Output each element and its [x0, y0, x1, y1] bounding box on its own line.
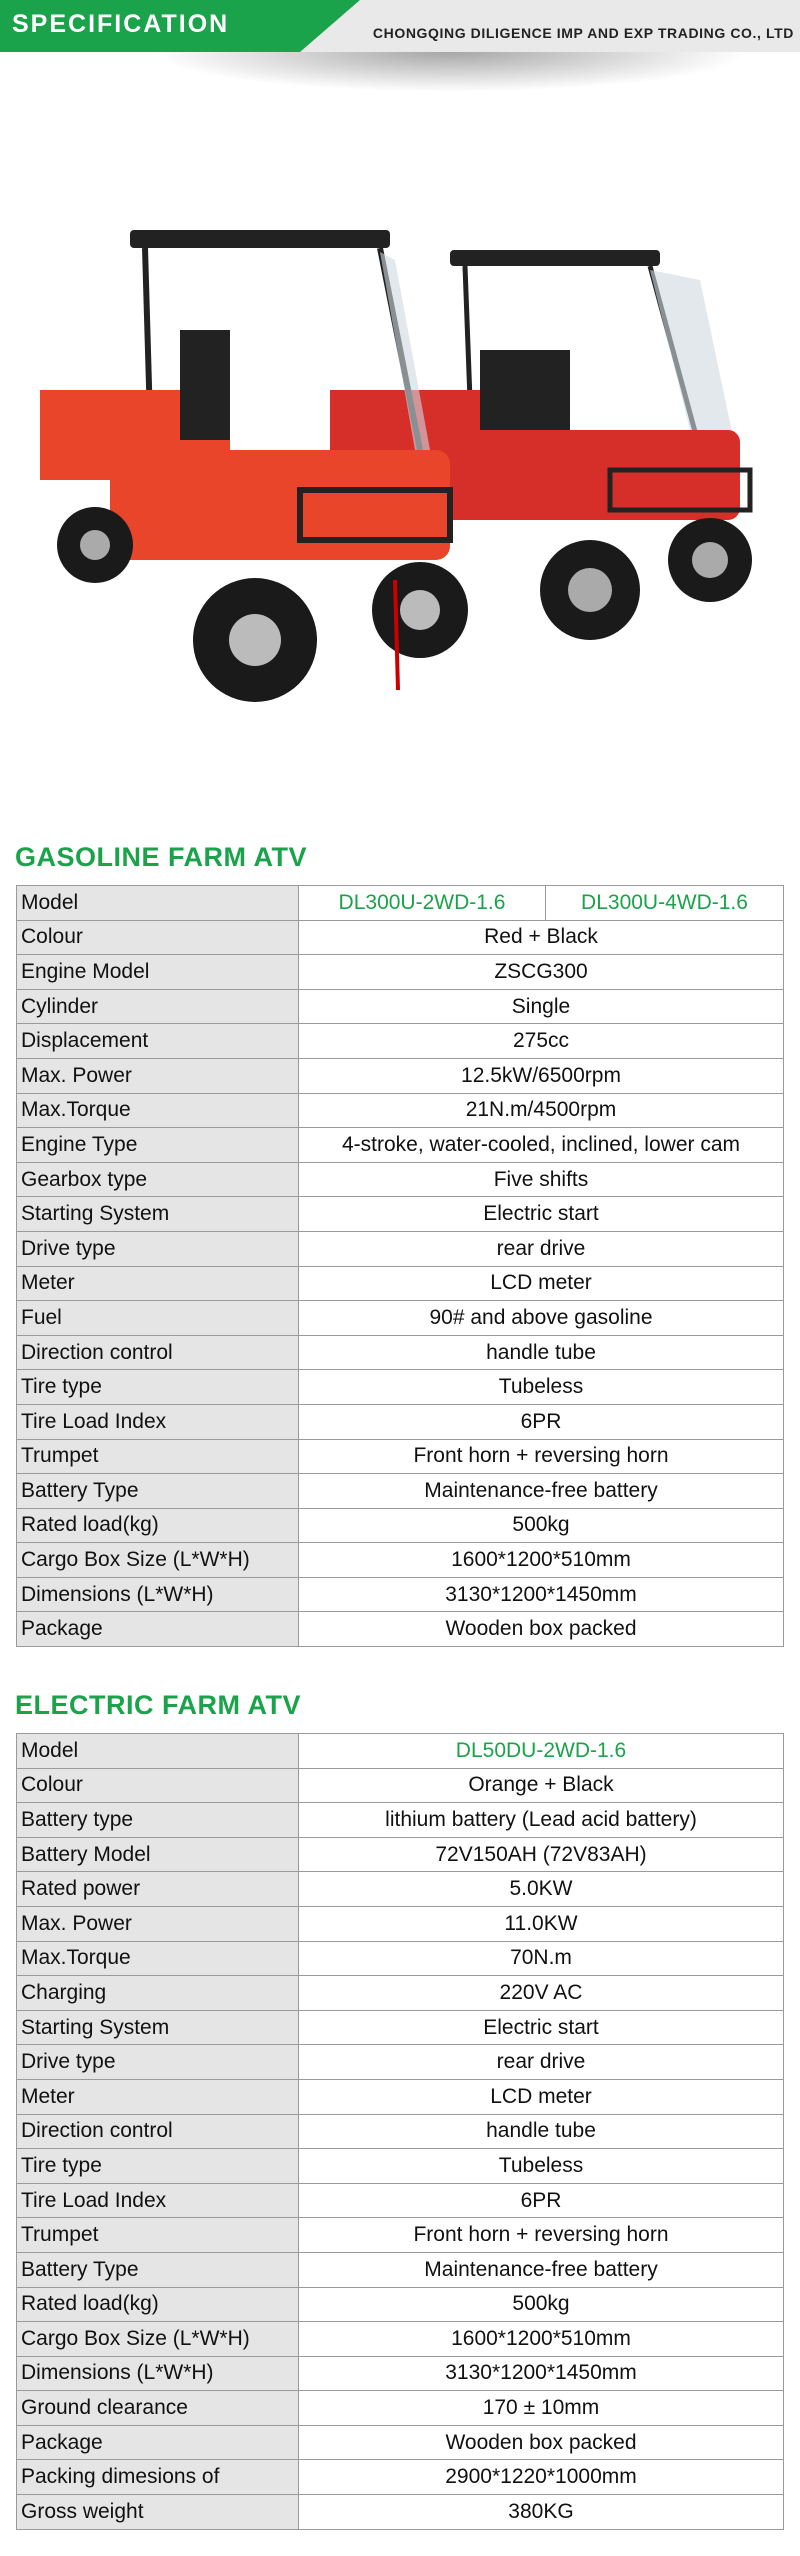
table-row [17, 2322, 784, 2357]
spec-label: Rated load(kg) [17, 1508, 299, 1543]
spec-value: Maintenance-free battery [299, 2252, 784, 2287]
table-row [17, 1370, 784, 1405]
spec-label: Tire Load Index [17, 1404, 299, 1439]
table-row [17, 886, 784, 921]
header-banner [0, 0, 800, 52]
table-row [17, 1941, 784, 1976]
banner-shadow [150, 52, 750, 92]
spec-value: 90# and above gasoline [299, 1301, 784, 1336]
spec-value: Front horn + reversing horn [299, 1439, 784, 1474]
table-row [17, 920, 784, 955]
table-row [17, 2218, 784, 2253]
table-row [17, 1439, 784, 1474]
spec-value: LCD meter [299, 2079, 784, 2114]
table-row [17, 2114, 784, 2149]
table-row [17, 1197, 784, 1232]
spec-value: Electric start [299, 1197, 784, 1232]
spec-label: Gearbox type [17, 1162, 299, 1197]
spec-value: 11.0KW [299, 1906, 784, 1941]
spec-label: Max.Torque [17, 1941, 299, 1976]
spec-label: Package [17, 2425, 299, 2460]
spec-label: Colour [17, 1768, 299, 1803]
spec-value: 12.5kW/6500rpm [299, 1058, 784, 1093]
orange-atv-illustration [40, 230, 468, 702]
spec-value: 70N.m [299, 1941, 784, 1976]
table-row [17, 1231, 784, 1266]
spec-value: Five shifts [299, 1162, 784, 1197]
spec-value: Electric start [299, 2010, 784, 2045]
spec-value: 220V AC [299, 1976, 784, 2011]
page-title: SPECIFICATION [12, 10, 230, 38]
table-row [17, 2079, 784, 2114]
spec-value: Orange + Black [299, 1768, 784, 1803]
spec-value: Single [299, 989, 784, 1024]
spec-value: rear drive [299, 1231, 784, 1266]
spec-value: 500kg [299, 2287, 784, 2322]
table-row [17, 2252, 784, 2287]
spec-label: Ground clearance [17, 2391, 299, 2426]
table-row [17, 2149, 784, 2184]
spec-label: Rated power [17, 1872, 299, 1907]
table-row [17, 1508, 784, 1543]
table-row [17, 1404, 784, 1439]
table-row [17, 1768, 784, 1803]
electric-section-title: ELECTRIC FARM ATV [15, 1690, 301, 1720]
spec-value: 5.0KW [299, 1872, 784, 1907]
spec-label: Dimensions (L*W*H) [17, 2356, 299, 2391]
electric-spec-table [16, 1733, 784, 2530]
spec-label: Battery Type [17, 2252, 299, 2287]
table-row [17, 2010, 784, 2045]
spec-value: Maintenance-free battery [299, 1474, 784, 1509]
table-row [17, 1474, 784, 1509]
table-row [17, 2356, 784, 2391]
spec-label: Engine Model [17, 955, 299, 990]
table-row [17, 1058, 784, 1093]
table-row [17, 1612, 784, 1647]
gasoline-spec-table [16, 885, 784, 1647]
spec-label: Meter [17, 2079, 299, 2114]
spec-label: Packing dimesions of [17, 2460, 299, 2495]
table-row [17, 1803, 784, 1838]
table-row [17, 1837, 784, 1872]
table-row [17, 1128, 784, 1163]
model-label: Model [17, 886, 299, 921]
table-row [17, 1162, 784, 1197]
spec-label: Dimensions (L*W*H) [17, 1577, 299, 1612]
spec-label: Trumpet [17, 2218, 299, 2253]
model-value-2wd: DL300U-2WD-1.6 [299, 886, 546, 921]
gasoline-section-title: GASOLINE FARM ATV [15, 842, 307, 872]
spec-value: 1600*1200*510mm [299, 1543, 784, 1578]
spec-label: Engine Type [17, 1128, 299, 1163]
table-row [17, 1301, 784, 1336]
spec-value: 6PR [299, 2183, 784, 2218]
table-row [17, 1093, 784, 1128]
table-row [17, 955, 784, 990]
spec-label: Meter [17, 1266, 299, 1301]
spec-value: 170 ± 10mm [299, 2391, 784, 2426]
spec-label: Max.Torque [17, 1093, 299, 1128]
table-row [17, 1872, 784, 1907]
table-row [17, 2425, 784, 2460]
spec-value: Tubeless [299, 1370, 784, 1405]
spec-value: ZSCG300 [299, 955, 784, 990]
table-row [17, 1543, 784, 1578]
table-row [17, 1577, 784, 1612]
table-row [17, 1024, 784, 1059]
spec-label: Colour [17, 920, 299, 955]
spec-label: Fuel [17, 1301, 299, 1336]
spec-value: 500kg [299, 1508, 784, 1543]
spec-value: rear drive [299, 2045, 784, 2080]
table-row [17, 1734, 784, 1769]
spec-value: Front horn + reversing horn [299, 2218, 784, 2253]
table-row [17, 1906, 784, 1941]
model-value-4wd: DL300U-4WD-1.6 [546, 886, 784, 921]
spec-label: Charging [17, 1976, 299, 2011]
spec-label: Drive type [17, 2045, 299, 2080]
spec-value: 6PR [299, 1404, 784, 1439]
spec-label: Cylinder [17, 989, 299, 1024]
product-image-farm-atvs [0, 200, 800, 740]
spec-label: Starting System [17, 2010, 299, 2045]
spec-label: Cargo Box Size (L*W*H) [17, 1543, 299, 1578]
spec-value: 72V150AH (72V83AH) [299, 1837, 784, 1872]
table-row [17, 1335, 784, 1370]
spec-value: 275cc [299, 1024, 784, 1059]
table-row [17, 1266, 784, 1301]
spec-value: Tubeless [299, 2149, 784, 2184]
spec-value: handle tube [299, 2114, 784, 2149]
spec-value: lithium battery (Lead acid battery) [299, 1803, 784, 1838]
spec-value: Wooden box packed [299, 2425, 784, 2460]
table-row [17, 2045, 784, 2080]
spec-label: Battery type [17, 1803, 299, 1838]
spec-label: Direction control [17, 2114, 299, 2149]
spec-value: 3130*1200*1450mm [299, 1577, 784, 1612]
spec-label: Starting System [17, 1197, 299, 1232]
table-row [17, 1976, 784, 2011]
spec-label: Max. Power [17, 1058, 299, 1093]
table-row [17, 2460, 784, 2495]
spec-value: 4-stroke, water-cooled, inclined, lower cam [299, 1128, 784, 1163]
spec-label: Displacement [17, 1024, 299, 1059]
spec-label: Direction control [17, 1335, 299, 1370]
spec-value: 21N.m/4500rpm [299, 1093, 784, 1128]
spec-value: Wooden box packed [299, 1612, 784, 1647]
spec-value: 2900*1220*1000mm [299, 2460, 784, 2495]
table-row [17, 989, 784, 1024]
spec-label: Trumpet [17, 1439, 299, 1474]
spec-value: 3130*1200*1450mm [299, 2356, 784, 2391]
model-value: DL50DU-2WD-1.6 [299, 1734, 784, 1769]
spec-label: Drive type [17, 1231, 299, 1266]
spec-value: LCD meter [299, 1266, 784, 1301]
spec-value: Red + Black [299, 920, 784, 955]
spec-label: Max. Power [17, 1906, 299, 1941]
spec-label: Battery Model [17, 1837, 299, 1872]
spec-label: Tire Load Index [17, 2183, 299, 2218]
table-row [17, 2287, 784, 2322]
spec-label: Gross weight [17, 2495, 299, 2530]
table-row [17, 2391, 784, 2426]
spec-value: handle tube [299, 1335, 784, 1370]
table-row [17, 2183, 784, 2218]
table-row [17, 2495, 784, 2530]
spec-label: Battery Type [17, 1474, 299, 1509]
spec-label: Tire type [17, 1370, 299, 1405]
spec-value: 1600*1200*510mm [299, 2322, 784, 2357]
spec-label: Package [17, 1612, 299, 1647]
spec-label: Cargo Box Size (L*W*H) [17, 2322, 299, 2357]
spec-value: 380KG [299, 2495, 784, 2530]
spec-label: Tire type [17, 2149, 299, 2184]
model-label: Model [17, 1734, 299, 1769]
company-name: CHONGQING DILIGENCE IMP AND EXP TRADING CO., LTD [372, 25, 794, 41]
spec-label: Rated load(kg) [17, 2287, 299, 2322]
